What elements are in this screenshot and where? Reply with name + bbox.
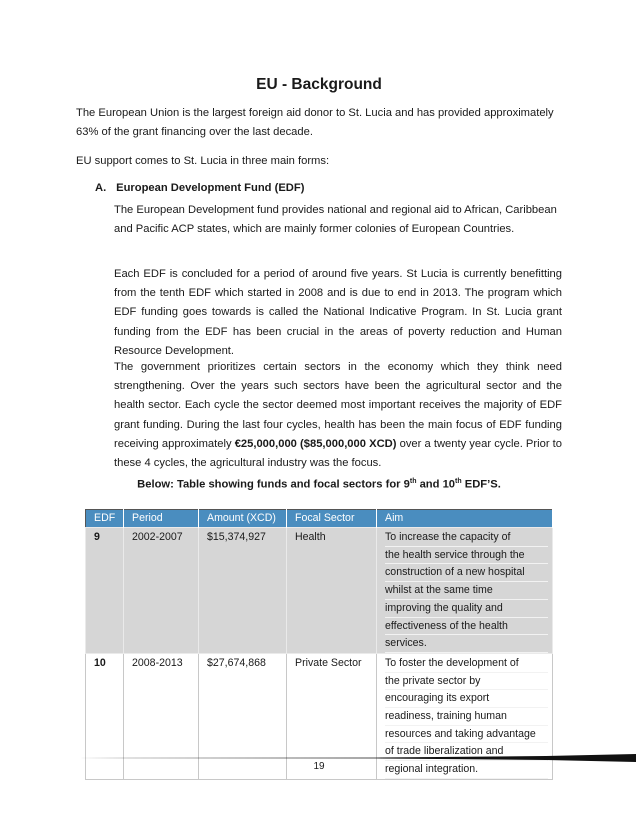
aim-line: encouraging its export [385, 690, 548, 708]
aim-line: To increase the capacity of [385, 529, 548, 547]
cell-period: 2002-2007 [124, 528, 199, 654]
cell-edf: 9 [86, 528, 124, 654]
aim-line: of trade liberalization and [385, 743, 548, 761]
aim-line: construction of a new hospital [385, 564, 548, 582]
cell-sector: Health [287, 528, 377, 654]
aim-line: regional integration. [385, 761, 548, 779]
caption-sup-1: th [409, 478, 417, 485]
header-period: Period [124, 510, 199, 528]
aim-line: whilst at the same time [385, 582, 548, 600]
caption-sup-2: th [455, 478, 462, 485]
header-focal-sector: Focal Sector [287, 510, 377, 528]
aim-line: the health service through the [385, 547, 548, 565]
intro-paragraph: The European Union is the largest foreign aid donor to St. Lucia and has provided approximately 63% of the grant financing over the last decade. [76, 107, 554, 138]
edf-paragraph-2: Each EDF is concluded for a period of around five years. St Lucia is currently benefitting from the tenth EDF which started in 2008 and is due to end in 2013. The program which EDF funding goes towards is called the National Indicative Program. In St. Lucia grant funding from the EDF has been crucial in the areas of poverty reduction and Human Resource Development. [114, 268, 562, 357]
table-row [86, 528, 553, 654]
caption-text: Below: Table showing funds and focal sectors for 9 [137, 478, 410, 491]
forms-intro: EU support comes to St. Lucia in three main forms: [76, 155, 330, 167]
aim-line: To foster the development of [385, 655, 548, 673]
cell-period: 2008-2013 [124, 653, 199, 779]
header-amount: Amount (XCD) [199, 510, 287, 528]
cell-sector: Private Sector [287, 653, 377, 779]
edf-paragraph-3 [114, 358, 562, 473]
cell-aim [377, 528, 553, 654]
table-caption [0, 478, 638, 491]
cell-amount: $15,374,927 [199, 528, 287, 654]
aim-line: resources and taking advantage [385, 726, 548, 744]
section-heading [95, 182, 304, 194]
page-title: EU - Background [256, 76, 382, 93]
section-title: European Development Fund (EDF) [116, 182, 305, 194]
table-header-row [86, 510, 553, 528]
cell-edf: 10 [86, 653, 124, 779]
cell-amount: $27,674,868 [199, 653, 287, 779]
aim-line: effectiveness of the health [385, 618, 548, 636]
aim-line: the private sector by [385, 673, 548, 691]
aim-line: services. [385, 635, 548, 653]
header-aim: Aim [377, 510, 553, 528]
para3-part-b: over a twenty year cycle. Prior to these 4 cycles, the agricultural industry was the focus. [114, 437, 563, 470]
caption-end: EDF’S. [461, 478, 501, 491]
edf-paragraph-1: The European Development fund provides national and regional aid to African, Caribbean and Pacific ACP states, which are mainly former colonies of European Countries. [114, 204, 557, 236]
aim-line: readiness, training human [385, 708, 548, 726]
aim-line: improving the quality and [385, 600, 548, 618]
para3-part-a: The government prioritizes certain sectors in the economy which they think need strengthening. Over the years such sectors have been the agricultural sector and the health sector. Each cycle the sector deemed most important receives the majority of EDF grant funding. During the last four cycles, health has been the main focus of EDF funding receiving approximately [114, 361, 562, 450]
page-number: 19 [313, 761, 325, 772]
header-edf: EDF [86, 510, 124, 528]
edf-funds-table [85, 509, 553, 780]
caption-mid: and 10 [416, 478, 456, 491]
section-label: A. [95, 182, 107, 194]
funding-amount: €25,000,000 ($85,000,000 XCD) [234, 437, 397, 450]
